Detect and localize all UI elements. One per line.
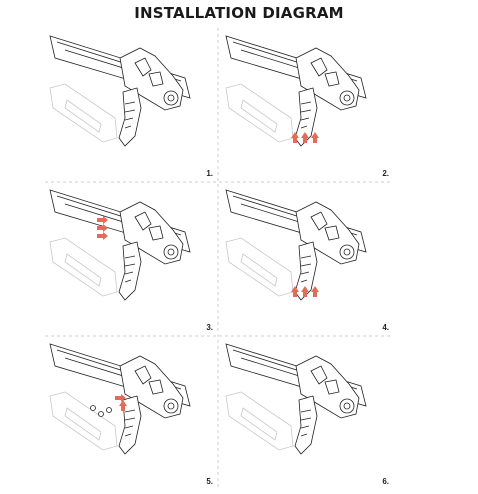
step-panel xyxy=(45,182,215,334)
diagram-title: INSTALLATION DIAGRAM xyxy=(134,4,344,22)
step-panel xyxy=(221,336,391,488)
screw-icon xyxy=(107,408,112,413)
installation-illustration xyxy=(45,182,215,334)
installation-illustration xyxy=(45,336,215,488)
step-panel xyxy=(45,28,215,180)
step-number: 2. xyxy=(382,169,389,178)
steps-grid xyxy=(45,28,391,490)
right-arrow-icon xyxy=(97,232,108,240)
step-panel xyxy=(221,28,391,180)
step-panel xyxy=(221,182,391,334)
up-arrow-icon xyxy=(311,132,319,143)
step-panel xyxy=(45,336,215,488)
installation-illustration xyxy=(221,28,391,180)
step-number: 3. xyxy=(206,323,213,332)
step-number: 4. xyxy=(382,323,389,332)
step-number: 6. xyxy=(382,477,389,486)
step-number: 5. xyxy=(206,477,213,486)
step-number: 1. xyxy=(206,169,213,178)
installation-illustration xyxy=(221,336,391,488)
screw-icon xyxy=(99,412,104,417)
up-arrow-icon xyxy=(311,286,319,297)
installation-illustration xyxy=(221,182,391,334)
installation-illustration xyxy=(45,28,215,180)
screw-icon xyxy=(91,406,96,411)
